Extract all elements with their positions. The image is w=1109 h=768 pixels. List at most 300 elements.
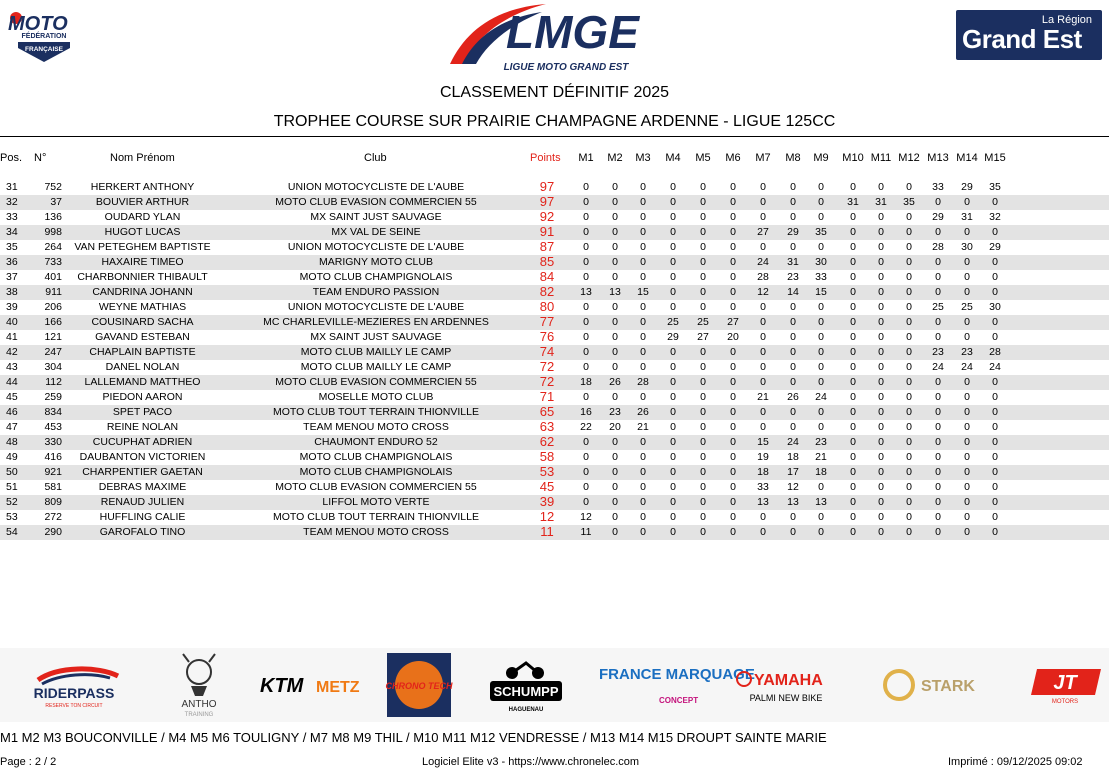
points-cell: 63 — [539, 419, 555, 434]
number-cell: 401 — [44, 271, 62, 283]
points-cell: 72 — [539, 374, 555, 389]
table-row — [0, 330, 1109, 345]
round-15-cell: 0 — [992, 466, 998, 478]
round-15-cell: 0 — [992, 436, 998, 448]
col-round-1: M1 — [578, 152, 594, 164]
club-cell: MX VAL DE SEINE — [331, 226, 421, 238]
col-points: Points — [530, 152, 561, 164]
round-5-cell: 0 — [700, 406, 706, 418]
table-row — [0, 315, 1109, 330]
round-11-cell: 0 — [878, 451, 884, 463]
table-row — [0, 405, 1109, 420]
points-cell: 84 — [539, 269, 555, 284]
round-10-cell: 0 — [850, 286, 856, 298]
club-cell: MC CHARLEVILLE-MEZIERES EN ARDENNES — [263, 316, 489, 328]
round-4-cell: 0 — [670, 196, 676, 208]
round-10-cell: 0 — [850, 361, 856, 373]
round-12-cell: 0 — [906, 241, 912, 253]
number-cell: 304 — [44, 361, 62, 373]
club-cell: MOTO CLUB EVASION COMMERCIEN 55 — [275, 481, 477, 493]
pos-cell: 51 — [6, 481, 18, 493]
svg-text:KTM: KTM — [260, 675, 304, 697]
number-cell: 581 — [44, 481, 62, 493]
round-4-cell: 0 — [670, 256, 676, 268]
round-3-cell: 0 — [640, 181, 646, 193]
rider-name-cell: CANDRINA JOHANN — [92, 286, 193, 298]
club-cell: MOTO CLUB CHAMPIGNOLAIS — [299, 451, 453, 463]
round-3-cell: 0 — [640, 301, 646, 313]
round-13-cell: 0 — [935, 526, 941, 538]
round-8-cell: 12 — [787, 481, 799, 493]
col-round-11: M11 — [870, 152, 892, 164]
col-round-14: M14 — [956, 152, 978, 164]
round-11-cell: 0 — [878, 481, 884, 493]
round-15-cell: 0 — [992, 271, 998, 283]
round-8-cell: 0 — [790, 526, 796, 538]
round-5-cell: 0 — [700, 361, 706, 373]
round-3-cell: 0 — [640, 271, 646, 283]
pos-cell: 41 — [6, 331, 18, 343]
round-14-cell: 0 — [964, 256, 970, 268]
round-3-cell: 0 — [640, 496, 646, 508]
rider-name-cell: CUCUPHAT ADRIEN — [92, 436, 193, 448]
round-9-cell: 0 — [818, 361, 824, 373]
pos-cell: 46 — [6, 406, 18, 418]
pos-cell: 34 — [6, 226, 18, 238]
round-3-cell: 0 — [640, 211, 646, 223]
round-7-cell: 0 — [760, 196, 766, 208]
round-1-cell: 0 — [583, 496, 589, 508]
ktm-metz-logo — [258, 648, 362, 722]
points-cell: 53 — [539, 464, 555, 479]
round-1-cell: 11 — [580, 526, 592, 538]
round-13-cell: 0 — [935, 286, 941, 298]
round-11-cell: 0 — [878, 361, 884, 373]
round-7-cell: 0 — [760, 241, 766, 253]
table-row — [0, 390, 1109, 405]
club-cell: MOTO CLUB TOUT TERRAIN THIONVILLE — [273, 406, 479, 418]
round-4-cell: 0 — [670, 226, 676, 238]
round-7-cell: 18 — [757, 466, 769, 478]
round-2-cell: 26 — [609, 376, 621, 388]
antho-training-logo — [164, 648, 234, 722]
round-7-cell: 28 — [757, 271, 769, 283]
club-cell: TEAM MENOU MOTO CROSS — [303, 526, 449, 538]
round-8-cell: 0 — [790, 331, 796, 343]
points-cell: 80 — [539, 299, 555, 314]
col-round-7: M7 — [755, 152, 771, 164]
table-row — [0, 435, 1109, 450]
round-5-cell: 0 — [700, 376, 706, 388]
round-6-cell: 0 — [730, 271, 736, 283]
round-10-cell: 0 — [850, 391, 856, 403]
round-10-cell: 0 — [850, 466, 856, 478]
number-cell: 330 — [44, 436, 62, 448]
round-5-cell: 0 — [700, 226, 706, 238]
standings-table — [0, 180, 1109, 540]
round-14-cell: 0 — [964, 511, 970, 523]
rider-name-cell: DAUBANTON VICTORIEN — [79, 451, 206, 463]
chrono-tech-logo — [386, 648, 452, 722]
round-13-cell: 0 — [935, 316, 941, 328]
round-14-cell: 0 — [964, 271, 970, 283]
round-12-cell: 0 — [906, 526, 912, 538]
number-cell: 752 — [44, 181, 62, 193]
round-8-cell: 0 — [790, 406, 796, 418]
round-6-cell: 0 — [730, 346, 736, 358]
points-cell: 82 — [539, 284, 555, 299]
table-row — [0, 495, 1109, 510]
round-5-cell: 0 — [700, 481, 706, 493]
rider-name-cell: CHARPENTIER GAETAN — [82, 466, 203, 478]
round-5-cell: 0 — [700, 451, 706, 463]
pos-cell: 47 — [6, 421, 18, 433]
svg-text:HAGUENAU: HAGUENAU — [508, 707, 544, 713]
col-round-10: M10 — [842, 152, 864, 164]
round-5-cell: 0 — [700, 436, 706, 448]
round-2-cell: 0 — [612, 391, 618, 403]
round-10-cell: 0 — [850, 226, 856, 238]
round-7-cell: 0 — [760, 181, 766, 193]
pos-cell: 38 — [6, 286, 18, 298]
col-round-2: M2 — [607, 152, 623, 164]
round-11-cell: 31 — [875, 196, 887, 208]
round-4-cell: 0 — [670, 376, 676, 388]
round-14-cell: 24 — [961, 361, 973, 373]
svg-text:JT: JT — [1053, 672, 1077, 694]
round-3-cell: 0 — [640, 256, 646, 268]
club-cell: MOTO CLUB MAILLY LE CAMP — [300, 346, 452, 358]
round-4-cell: 0 — [670, 421, 676, 433]
round-8-cell: 17 — [787, 466, 799, 478]
round-12-cell: 0 — [906, 286, 912, 298]
round-9-cell: 33 — [815, 271, 827, 283]
round-15-cell: 30 — [989, 301, 1001, 313]
round-4-cell: 0 — [670, 361, 676, 373]
svg-text:MOTORS: MOTORS — [1051, 699, 1079, 705]
round-4-cell: 29 — [667, 331, 679, 343]
rider-name-cell: DEBRAS MAXIME — [98, 481, 187, 493]
round-15-cell: 0 — [992, 421, 998, 433]
round-8-cell: 23 — [787, 271, 799, 283]
round-11-cell: 0 — [878, 346, 884, 358]
number-cell: 206 — [44, 301, 62, 313]
round-2-cell: 0 — [612, 316, 618, 328]
number-cell: 290 — [44, 526, 62, 538]
round-1-cell: 12 — [580, 511, 592, 523]
svg-text:SCHUMPP: SCHUMPP — [493, 684, 559, 699]
round-11-cell: 0 — [878, 286, 884, 298]
col-club: Club — [364, 152, 387, 164]
round-1-cell: 0 — [583, 181, 589, 193]
round-9-cell: 0 — [818, 181, 824, 193]
round-10-cell: 0 — [850, 271, 856, 283]
round-4-cell: 0 — [670, 466, 676, 478]
col-round-9: M9 — [813, 152, 829, 164]
table-row — [0, 360, 1109, 375]
points-cell: 11 — [540, 524, 554, 539]
round-10-cell: 0 — [850, 451, 856, 463]
round-12-cell: 0 — [906, 376, 912, 388]
round-14-cell: 0 — [964, 421, 970, 433]
round-2-cell: 0 — [612, 436, 618, 448]
table-row — [0, 480, 1109, 495]
points-cell: 77 — [539, 314, 555, 329]
svg-text:CHRONO TECH: CHRONO TECH — [385, 681, 453, 691]
points-cell: 76 — [539, 329, 555, 344]
number-cell: 809 — [44, 496, 62, 508]
round-3-cell: 0 — [640, 466, 646, 478]
round-7-cell: 0 — [760, 346, 766, 358]
round-5-cell: 0 — [700, 256, 706, 268]
round-2-cell: 0 — [612, 301, 618, 313]
pos-cell: 32 — [6, 196, 18, 208]
table-row — [0, 465, 1109, 480]
round-1-cell: 0 — [583, 271, 589, 283]
round-14-cell: 0 — [964, 526, 970, 538]
round-6-cell: 20 — [727, 331, 739, 343]
round-11-cell: 0 — [878, 316, 884, 328]
round-6-cell: 0 — [730, 451, 736, 463]
round-11-cell: 0 — [878, 511, 884, 523]
number-cell: 37 — [50, 196, 62, 208]
round-12-cell: 0 — [906, 316, 912, 328]
round-3-cell: 0 — [640, 526, 646, 538]
round-13-cell: 0 — [935, 196, 941, 208]
round-6-cell: 0 — [730, 286, 736, 298]
rider-name-cell: BOUVIER ARTHUR — [95, 196, 190, 208]
round-7-cell: 0 — [760, 301, 766, 313]
round-13-cell: 28 — [932, 241, 944, 253]
round-12-cell: 0 — [906, 511, 912, 523]
round-6-cell: 0 — [730, 211, 736, 223]
round-6-cell: 0 — [730, 376, 736, 388]
col-round-4: M4 — [665, 152, 681, 164]
club-cell: MOTO CLUB CHAMPIGNOLAIS — [299, 271, 453, 283]
round-2-cell: 0 — [612, 226, 618, 238]
round-2-cell: 0 — [612, 511, 618, 523]
round-3-cell: 0 — [640, 346, 646, 358]
lmge-logo-text: LMGE — [506, 6, 639, 58]
round-13-cell: 0 — [935, 331, 941, 343]
round-7-cell: 27 — [757, 226, 769, 238]
round-8-cell: 0 — [790, 511, 796, 523]
svg-text:TRAINING: TRAINING — [184, 712, 214, 718]
round-4-cell: 0 — [670, 241, 676, 253]
round-14-cell: 0 — [964, 451, 970, 463]
round-6-cell: 0 — [730, 241, 736, 253]
round-15-cell: 0 — [992, 331, 998, 343]
round-11-cell: 0 — [878, 256, 884, 268]
round-5-cell: 0 — [700, 496, 706, 508]
points-cell: 71 — [539, 389, 555, 404]
pos-cell: 35 — [6, 241, 18, 253]
col-round-3: M3 — [635, 152, 651, 164]
round-2-cell: 0 — [612, 346, 618, 358]
round-9-cell: 15 — [815, 286, 827, 298]
round-9-cell: 0 — [818, 196, 824, 208]
number-cell: 121 — [44, 331, 62, 343]
round-4-cell: 0 — [670, 526, 676, 538]
round-12-cell: 0 — [906, 331, 912, 343]
round-13-cell: 0 — [935, 271, 941, 283]
club-cell: MX SAINT JUST SAUVAGE — [310, 211, 442, 223]
round-15-cell: 0 — [992, 406, 998, 418]
round-6-cell: 0 — [730, 496, 736, 508]
round-9-cell: 0 — [818, 421, 824, 433]
round-4-cell: 0 — [670, 211, 676, 223]
number-cell: 911 — [45, 286, 62, 298]
number-cell: 259 — [44, 391, 62, 403]
round-7-cell: 0 — [760, 211, 766, 223]
points-cell: 58 — [539, 449, 555, 464]
round-8-cell: 0 — [790, 421, 796, 433]
round-12-cell: 0 — [906, 436, 912, 448]
round-3-cell: 28 — [637, 376, 649, 388]
round-13-cell: 0 — [935, 406, 941, 418]
points-cell: 65 — [539, 404, 555, 419]
rider-name-cell: WEYNE MATHIAS — [98, 301, 187, 313]
round-9-cell: 21 — [815, 451, 827, 463]
round-2-cell: 0 — [612, 196, 618, 208]
pos-cell: 43 — [6, 361, 18, 373]
round-4-cell: 0 — [670, 481, 676, 493]
round-8-cell: 13 — [787, 496, 799, 508]
round-6-cell: 0 — [730, 436, 736, 448]
table-row — [0, 195, 1109, 210]
table-row — [0, 270, 1109, 285]
number-cell: 136 — [44, 211, 62, 223]
round-13-cell: 33 — [932, 181, 944, 193]
club-cell: MX SAINT JUST SAUVAGE — [310, 331, 442, 343]
pos-cell: 37 — [6, 271, 18, 283]
round-6-cell: 0 — [730, 301, 736, 313]
round-13-cell: 0 — [935, 421, 941, 433]
round-12-cell: 0 — [906, 271, 912, 283]
rider-name-cell: REINE NOLAN — [106, 421, 179, 433]
round-12-cell: 35 — [903, 196, 915, 208]
round-9-cell: 18 — [815, 466, 827, 478]
round-9-cell: 0 — [818, 331, 824, 343]
number-cell: 834 — [44, 406, 62, 418]
round-2-cell: 20 — [609, 421, 621, 433]
round-3-cell: 0 — [640, 391, 646, 403]
rider-name-cell: HERKERT ANTHONY — [90, 181, 195, 193]
table-row — [0, 375, 1109, 390]
pos-cell: 54 — [6, 526, 18, 538]
round-7-cell: 0 — [760, 331, 766, 343]
region-grand-est-logo: La Région Grand Est — [956, 10, 1102, 60]
round-2-cell: 0 — [612, 256, 618, 268]
round-7-cell: 24 — [757, 256, 769, 268]
round-8-cell: 24 — [787, 436, 799, 448]
round-10-cell: 0 — [850, 241, 856, 253]
round-14-cell: 0 — [964, 481, 970, 493]
svg-text:FÉDÉRATION: FÉDÉRATION — [21, 33, 67, 40]
round-10-cell: 0 — [850, 316, 856, 328]
table-header — [0, 151, 1109, 167]
round-14-cell: 0 — [964, 496, 970, 508]
round-3-cell: 21 — [637, 421, 649, 433]
svg-text:LIGUE MOTO GRAND EST: LIGUE MOTO GRAND EST — [503, 62, 629, 73]
round-11-cell: 0 — [878, 241, 884, 253]
round-7-cell: 0 — [760, 316, 766, 328]
round-1-cell: 18 — [580, 376, 592, 388]
table-row — [0, 255, 1109, 270]
round-12-cell: 0 — [906, 226, 912, 238]
round-5-cell: 0 — [700, 241, 706, 253]
round-13-cell: 0 — [935, 481, 941, 493]
rider-name-cell: OUDARD YLAN — [104, 211, 181, 223]
number-cell: 416 — [44, 451, 62, 463]
round-8-cell: 26 — [787, 391, 799, 403]
pos-cell: 45 — [6, 391, 18, 403]
round-2-cell: 0 — [612, 181, 618, 193]
ffm-logo-text: MOTO — [8, 13, 68, 35]
svg-text:STARK: STARK — [921, 678, 975, 695]
round-13-cell: 0 — [935, 496, 941, 508]
round-4-cell: 0 — [670, 406, 676, 418]
rider-name-cell: HUGOT LUCAS — [104, 226, 181, 238]
round-7-cell: 12 — [757, 286, 769, 298]
round-5-cell: 25 — [697, 316, 709, 328]
points-cell: 45 — [539, 479, 555, 494]
round-7-cell: 21 — [757, 391, 769, 403]
round-4-cell: 25 — [667, 316, 679, 328]
round-14-cell: 31 — [961, 211, 973, 223]
round-15-cell: 0 — [992, 481, 998, 493]
club-cell: MOTO CLUB EVASION COMMERCIEN 55 — [275, 376, 477, 388]
round-5-cell: 0 — [700, 211, 706, 223]
points-cell: 87 — [539, 239, 555, 254]
round-4-cell: 0 — [670, 271, 676, 283]
round-14-cell: 29 — [961, 181, 973, 193]
rider-name-cell: RENAUD JULIEN — [100, 496, 185, 508]
pos-cell: 42 — [6, 346, 18, 358]
round-4-cell: 0 — [670, 511, 676, 523]
number-cell: 453 — [44, 421, 62, 433]
rider-name-cell: PIEDON AARON — [102, 391, 183, 403]
round-10-cell: 31 — [847, 196, 859, 208]
pos-cell: 44 — [6, 376, 18, 388]
round-15-cell: 0 — [992, 286, 998, 298]
rider-name-cell: COUSINARD SACHA — [91, 316, 194, 328]
header-divider — [0, 136, 1109, 137]
round-3-cell: 0 — [640, 436, 646, 448]
round-15-cell: 29 — [989, 241, 1001, 253]
club-cell: TEAM ENDURO PASSION — [312, 286, 440, 298]
table-row — [0, 180, 1109, 195]
round-10-cell: 0 — [850, 526, 856, 538]
col-num: N° — [34, 152, 47, 164]
round-6-cell: 0 — [730, 256, 736, 268]
france-marquage-logo — [594, 648, 755, 722]
round-14-cell: 0 — [964, 466, 970, 478]
round-6-cell: 0 — [730, 181, 736, 193]
round-13-cell: 0 — [935, 511, 941, 523]
round-15-cell: 28 — [989, 346, 1001, 358]
round-11-cell: 0 — [878, 406, 884, 418]
number-cell: 921 — [44, 466, 62, 478]
round-1-cell: 0 — [583, 331, 589, 343]
number-cell: 998 — [44, 226, 62, 238]
round-4-cell: 0 — [670, 496, 676, 508]
pos-cell: 39 — [6, 301, 18, 313]
rider-name-cell: VAN PETEGHEM BAPTISTE — [74, 241, 211, 253]
round-10-cell: 0 — [850, 256, 856, 268]
round-6-cell: 0 — [730, 406, 736, 418]
round-11-cell: 0 — [878, 331, 884, 343]
